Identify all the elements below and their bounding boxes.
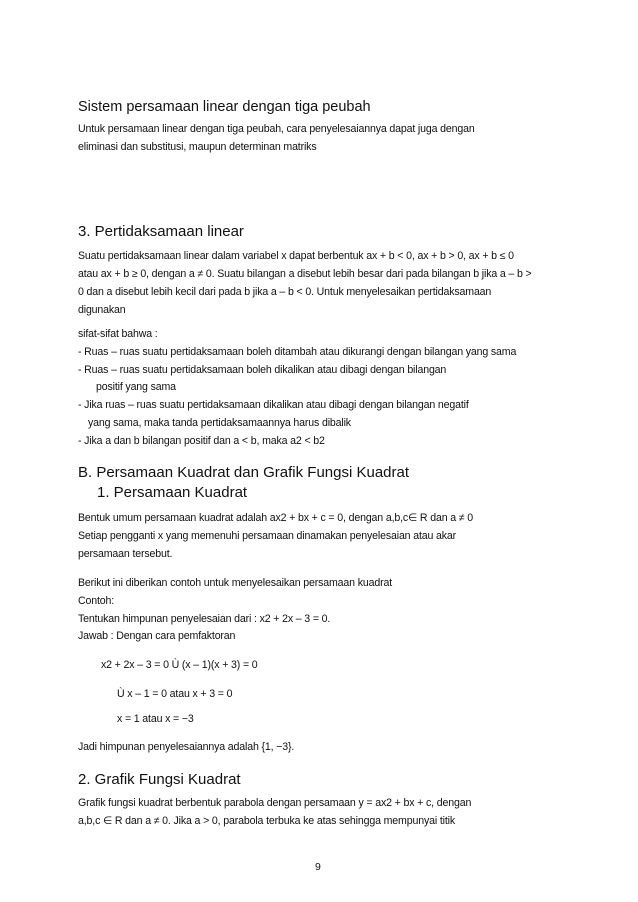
list-item-continuation: yang sama, maka tanda pertidaksamaannya harus dibalik [88, 417, 351, 429]
subheading-persamaan-kuadrat: 1. Persamaan Kuadrat [97, 484, 248, 501]
paragraph-line: Berikut ini diberikan contoh untuk menyelesaikan persamaan kuadrat [78, 577, 392, 589]
heading-persamaan-kuadrat-grafik: B. Persamaan Kuadrat dan Grafik Fungsi Kuadrat [78, 464, 410, 481]
paragraph-line: Suatu pertidaksamaan linear dalam variabel x dapat berbentuk ax + b < 0, ax + b > 0, ax + b ≤ 0 [78, 250, 514, 262]
paragraph-line: Untuk persamaan linear dengan tiga peubah, cara penyelesaiannya dapat juga dengan [78, 123, 475, 135]
answer-label: Jawab : Dengan cara pemfaktoran [78, 630, 236, 642]
heading-grafik-fungsi-kuadrat: 2. Grafik Fungsi Kuadrat [78, 771, 241, 788]
list-item: - Jika a dan b bilangan positif dan a < b, maka a2 < b2 [78, 435, 325, 447]
paragraph-line: eliminasi dan substitusi, maupun determinan matriks [78, 141, 317, 153]
example-label: Contoh: [78, 595, 115, 607]
example-question: Tentukan himpunan penyelesaian dari : x2 + 2x – 3 = 0. [78, 613, 331, 625]
paragraph-line: Bentuk umum persamaan kuadrat adalah ax2 + bx + c = 0, dengan a,b,c∈ R dan a ≠ 0 [78, 512, 473, 524]
list-item-continuation: positif yang sama [96, 381, 176, 393]
paragraph-line: Grafik fungsi kuadrat berbentuk parabola dengan persamaan y = ax2 + bx + c, dengan [78, 797, 472, 809]
page-number: 9 [315, 861, 321, 873]
list-item: - Ruas – ruas suatu pertidaksamaan boleh ditambah atau dikurangi dengan bilangan yang sama [78, 346, 517, 358]
sifat-title: sifat-sifat bahwa : [78, 328, 158, 340]
paragraph-line: digunakan [78, 304, 126, 316]
solution-step: x = 1 atau x = −3 [117, 713, 194, 725]
paragraph-line: Jadi himpunan penyelesaiannya adalah {1, −3}. [78, 741, 295, 753]
paragraph-line: atau ax + b ≥ 0, dengan a ≠ 0. Suatu bilangan a disebut lebih besar dari pada bilangan b jika a – b > [78, 268, 532, 280]
paragraph-line: 0 dan a disebut lebih kecil dari pada b jika a – b < 0. Untuk menyelesaikan pertidaksamaan [78, 286, 492, 298]
solution-step: x2 + 2x – 3 = 0 Ù (x – 1)(x + 3) = 0 [101, 659, 258, 671]
solution-step: Ù x – 1 = 0 atau x + 3 = 0 [117, 688, 233, 700]
heading-pertidaksamaan-linear: 3. Pertidaksamaan linear [78, 223, 244, 240]
list-item: - Jika ruas – ruas suatu pertidaksamaan dikalikan atau dibagi dengan bilangan negatif [78, 399, 469, 411]
heading-spltv: Sistem persamaan linear dengan tiga peubah [78, 99, 371, 115]
paragraph-line: Setiap pengganti x yang memenuhi persamaan dinamakan penyelesaian atau akar [78, 530, 457, 542]
paragraph-line: persamaan tersebut. [78, 548, 173, 560]
paragraph-line: a,b,c ∈ R dan a ≠ 0. Jika a > 0, parabola terbuka ke atas sehingga mempunyai titik [78, 815, 455, 827]
list-item: - Ruas – ruas suatu pertidaksamaan boleh dikalikan atau dibagi dengan bilangan [78, 364, 447, 376]
